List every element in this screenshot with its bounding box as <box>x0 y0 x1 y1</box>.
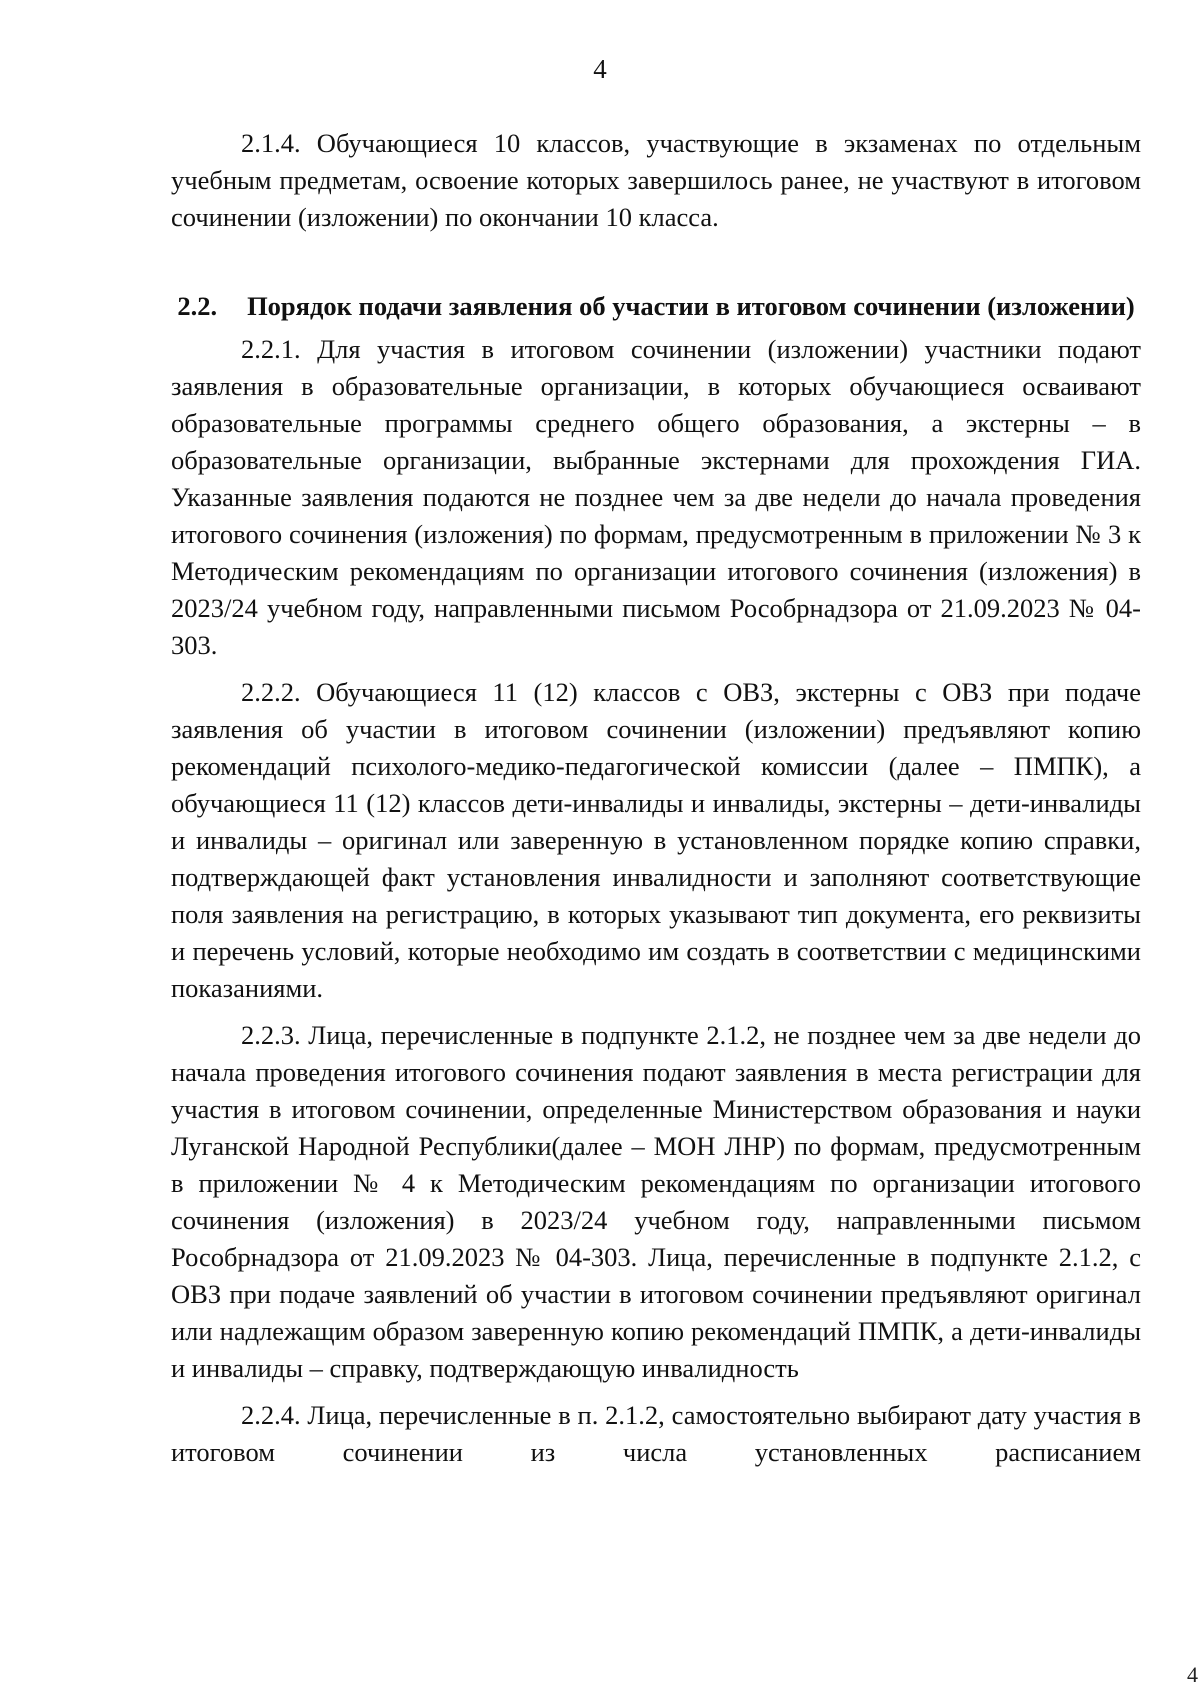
paragraph-2-2-1: 2.2.1. Для участия в итоговом сочинении (изложении) участники подают заявления в образовательные организации, в которых обучающиеся осваивают образовательные программы среднего общего образования, а экстерны – в образовательные организации, выбранные экстернами для прохождения ГИА. Указанные заявления подаются не позднее чем за две недели до начала проведения итогового сочинения (изложения) по формам, предусмотренным в приложении № 3 к Методическим рекомендациям по организации итогового сочинения (изложения) в 2023/24 учебном году, направленными письмом Рособрнадзора от 21.09.2023 № 04-303. <box>171 334 1141 660</box>
paragraph-2-2-3: 2.2.3. Лица, перечисленные в подпункте 2.1.2, не позднее чем за две недели до начала проведения итогового сочинения подают заявления в места регистрации для участия в итоговом сочинении, определенные Министерством образования и науки Луганской Народной Республики(далее – МОН ЛНР) по формам, предусмотренным в приложении № 4 к Методическим рекомендациям по организации итогового сочинения (изложения) в 2023/24 учебном году, направленными письмом Рособрнадзора от 21.09.2023 № 04-303. Лица, перечисленные в подпункте 2.1.2, с ОВЗ при подаче заявлений об участии в итоговом сочинении предъявляют оригинал или надлежащим образом заверенную копию рекомендаций ПМПК, а дети-инвалиды и инвалиды – справку, подтверждающую инвалидность <box>171 1020 1141 1383</box>
section-title: Порядок подачи заявления об участии в итоговом сочинении (изложении) <box>247 291 1135 321</box>
paragraph-2-2-2: 2.2.2. Обучающиеся 11 (12) классов с ОВЗ, экстерны с ОВЗ при подаче заявления об участии в итоговом сочинении (изложении) предъявляют копию рекомендаций психолого-медико-педагогической комиссии (далее – ПМПК), а обучающиеся 11 (12) классов дети-инвалиды и инвалиды, экстерны – дети-инвалиды и инвалиды – оригинал или заверенную в установленном порядке копию справки, подтверждающей факт установления инвалидности и заполняют соответствующие поля заявления на регистрацию, в которых указывают тип документа, его реквизиты и перечень условий, которые необходимо им создать в соответствии с медицинскими показаниями. <box>171 677 1141 1003</box>
page-number: 4 <box>593 54 607 84</box>
section-heading <box>171 288 1141 325</box>
section-number: 2.2. <box>177 291 218 321</box>
document-body <box>171 125 1141 1481</box>
corner-page-mark: 4 <box>1187 1662 1198 1687</box>
paragraph-2-2-4: 2.2.4. Лица, перечисленные в п. 2.1.2, самостоятельно выбирают дату участия в итоговом сочинении из числа установленных расписанием <box>171 1400 1141 1467</box>
paragraph-2-1-4: 2.1.4. Обучающиеся 10 классов, участвующие в экзаменах по отдельным учебным предметам, освоение которых завершилось ранее, не участвуют в итоговом сочинении (изложении) по окончании 10 класса. <box>171 128 1141 232</box>
